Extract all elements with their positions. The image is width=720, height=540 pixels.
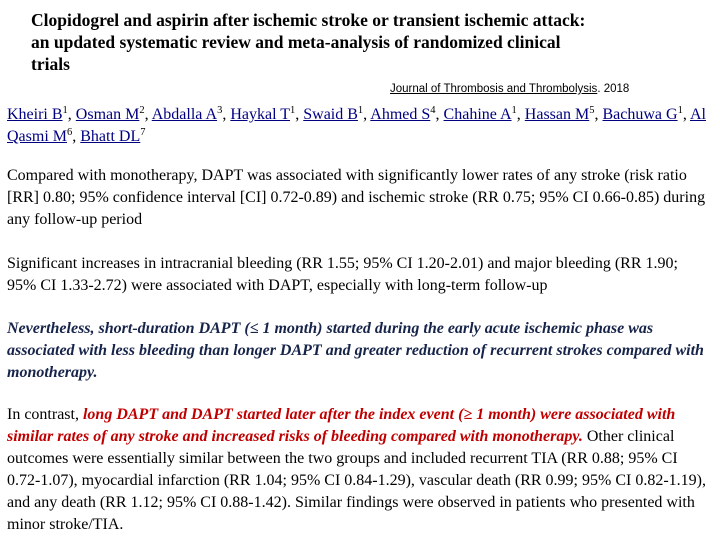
contrast-lead: In contrast, [7,406,83,423]
finding-stroke-reduction: Compared with monotherapy, DAPT was associated with significantly lower rates of any stroke (risk ratio [RR] 0.80; 95% confidence interval [CI] 0.72-0.89) and ischemic stroke (RR 0.75; 95% CI 0.66-0.85) during any follow-up period [7,167,706,228]
author-link[interactable]: Ahmed S [370,106,431,123]
long-dapt-emphasis: long DAPT and DAPT started later after the index event (≥ 1 month) were associated with similar rates of any stroke and increased risks of bleeding compared with monotherapy. [7,406,676,445]
author-link[interactable]: Bhatt DL [80,128,141,145]
author-link[interactable]: Hassan M [524,106,590,123]
author-affiliation: 1 [677,105,683,116]
author-affiliation: 1 [357,105,364,116]
author-affiliation: 5 [589,105,595,116]
author-link[interactable]: Abdalla A [151,106,218,123]
author-affiliation: 3 [217,105,223,116]
author-link[interactable]: Osman M [75,106,140,123]
journal-citation [390,83,629,95]
author-link[interactable]: Haykal T [230,106,290,123]
author-affiliation: 2 [139,105,145,116]
author-link[interactable]: Al Qasmi M [7,106,706,145]
author-affiliation: 6 [67,127,73,138]
paper-title: Clopidogrel and aspirin after ischemic stroke or transient ischemic attack: an updated systematic review and meta-analysis of randomized clinical trials [31,10,586,74]
author-affiliation: 7 [140,127,146,138]
author-link[interactable]: Chahine A [443,106,512,123]
finding-long-duration-dapt [7,404,707,536]
author-link[interactable]: Bachuwa G [602,106,678,123]
finding-bleeding-increase: Significant increases in intracranial bleeding (RR 1.55; 95% CI 1.20-2.01) and major bleeding (RR 1.90; 95% CI 1.33-2.72) were associated with DAPT, especially with long-term follow-up [7,255,678,294]
author-affiliation: 4 [430,105,436,116]
author-list: Kheiri $B^1$, Osman $M^2$, Abdalla $A^3$, Haykal $T^1$, Swaid $B^1$, Ahmed $S^4$, Chahine $A^1$, Hassan $M^5$, Bachuwa $G^1$, Al Qasmi $M^6$, Bhatt $DL^7$ [7,105,706,145]
other-outcomes-text: Other clinical outcomes were essentially similar between the two groups and included recurrent TIA (RR 0.88; 95% CI 0.72-1.07), myocardial infarction (RR 1.04; 95% CI 0.84-1.29), vascular death (RR 0.99; 95% CI 0.82-1.19), and any death (RR 1.12; 95% CI 0.88-1.42). Similar findings were observed in patients who presented with minor stroke/TIA. [7,428,706,533]
finding-short-duration-dapt: Nevertheless, short-duration DAPT (≤ 1 month) started during the early acute ischemic phase was associated with less bleeding than longer DAPT and greater reduction of recurrent strokes compared with monotherapy. [7,320,704,381]
author-link[interactable]: Swaid B [303,106,358,123]
journal-name-link[interactable]: Journal of Thrombosis and Thrombolysis [390,83,598,95]
author-affiliation: 1 [511,105,517,116]
author-affiliation: 1 [290,105,296,116]
author-affiliation: 1 [62,105,68,116]
author-link[interactable]: Kheiri B [7,106,63,123]
publication-year: . 2018 [597,83,630,95]
